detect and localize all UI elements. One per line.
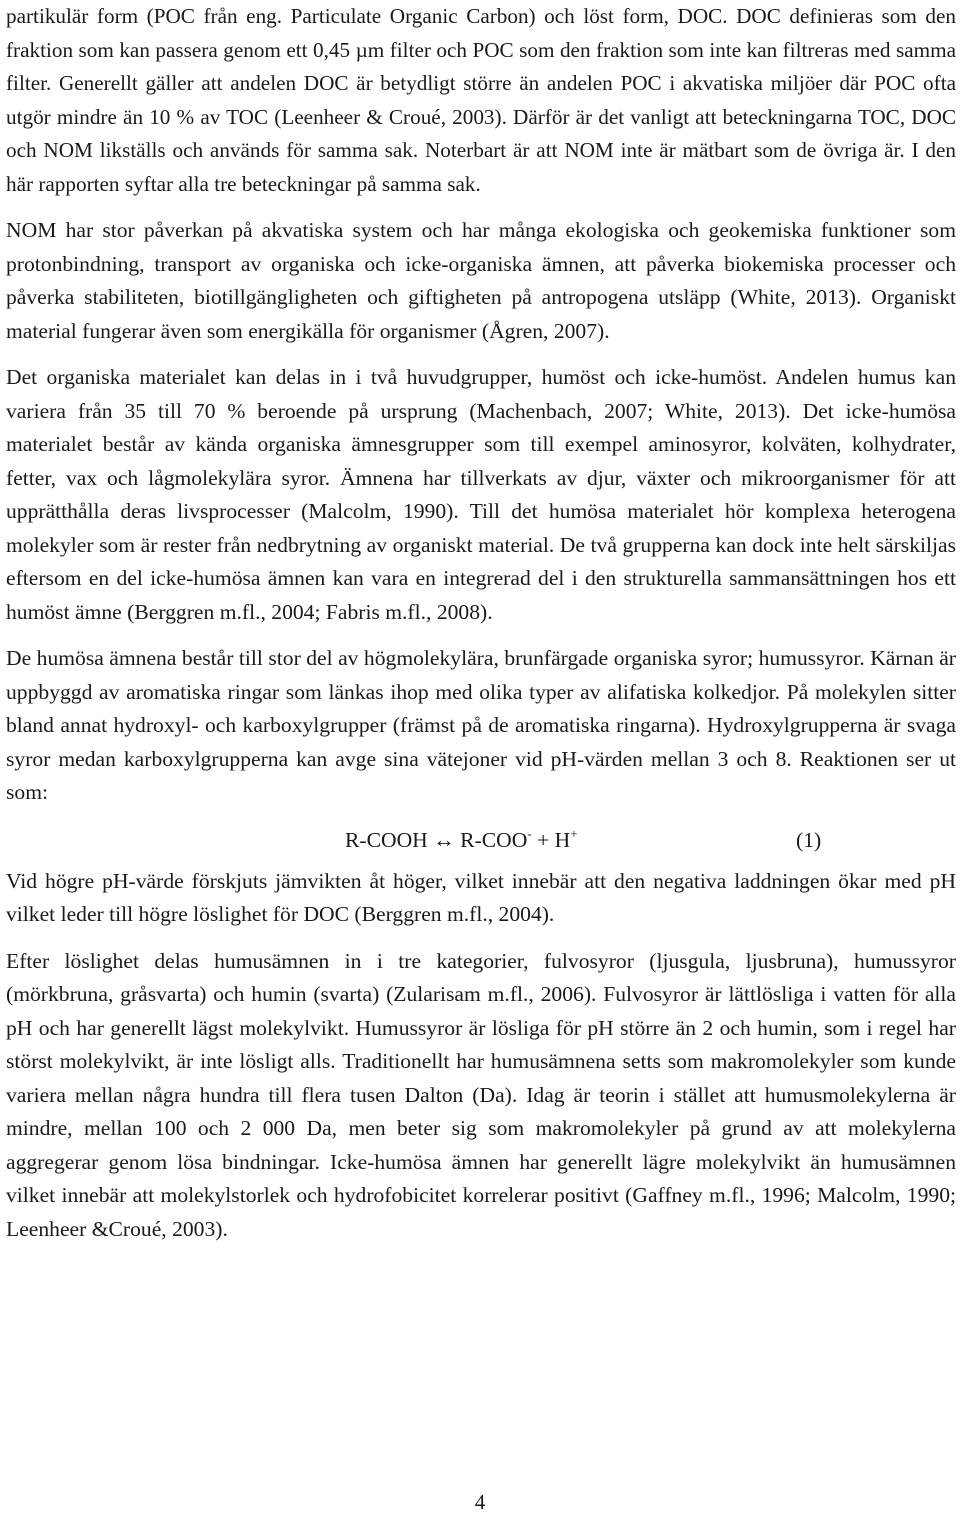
equation-rhs: + H	[531, 827, 571, 852]
equation-lhs: R-COOH ↔ R-COO	[345, 827, 528, 852]
equation-expression	[345, 823, 578, 857]
equation-charge-minus: -	[527, 825, 532, 841]
paragraph-humic-acids: De humösa ämnena består till stor del av högmolekylära, brunfärgade organiska syror; humussyror. Kärnan är uppbyggd av aromatiska ringar som länkas ihop med olika typer av alifatiska kolkedjor. På molekylen sitter bland annat hydroxyl- och karboxylgrupper (främst på de aromatiska ringarna). Hydroxylgrupperna är svaga syror medan karboxylgrupperna kan avge sina vätejoner vid pH-värden mellan 3 och 8. Reaktionen ser ut som:	[6, 646, 956, 804]
equation-charge-plus: +	[570, 825, 578, 841]
paragraph-humic-groups: Det organiska materialet kan delas in i två huvudgrupper, humöst och icke-humöst. Andelen humus kan variera från 35 till 70 % beroende på ursprung (Machenbach, 2007; White, 2013). Det icke-humösa materialet består av kända organiska ämnesgrupper som till exempel aminosyror, kolväten, kolhydrater, fetter, vax och lågmolekylära syror. Ämnena har tillverkats av djur, växter och mikroorganismer för att upprätthålla deras livsprocesser (Malcolm, 1990). Till det humösa materialet hör komplexa heterogena molekyler som är rester från nedbrytning av organiskt material. De två grupperna kan dock inte helt särskiljas eftersom en del icke-humösa ämnen kan vara en integrerad del i den strukturella sammansättningen hos ett humöst ämne (Berggren m.fl., 2004; Fabris m.fl., 2008).	[6, 365, 956, 624]
equation-1	[6, 823, 956, 857]
paragraph-nom-impact: NOM har stor påverkan på akvatiska system och har många ekologiska och geokemiska funktioner som protonbindning, transport av organiska och icke-organiska ämnen, att påverka biokemiska processer och påverka stabiliteten, biotillgängligheten och giftigheten på antropogena utsläpp (White, 2013). Organiskt material fungerar även som energikälla för organismer (Ågren, 2007).	[6, 218, 956, 343]
page-number: 4	[474, 1490, 486, 1514]
paragraph-ph-equilibrium: Vid högre pH-värde förskjuts jämvikten åt höger, vilket innebär att den negativa laddningen ökar med pH vilket leder till högre löslighet för DOC (Berggren m.fl., 2004).	[6, 868, 956, 926]
document-page	[6, 0, 956, 1246]
equation-number: (1)	[796, 827, 822, 852]
paragraph-doc-poc: partikulär form (POC från eng. Particulate Organic Carbon) och löst form, DOC. DOC definieras som den fraktion som kan passera genom ett 0,45 µm filter och POC som den fraktion som inte kan filtreras med samma filter. Generellt gäller att andelen DOC är betydligt större än andelen POC i akvatiska miljöer där POC ofta utgör mindre än 10 % av TOC (Leenheer & Croué, 2003). Därför är det vanligt att beteckningarna TOC, DOC och NOM likställs och används för samma sak. Noterbart är att NOM inte är mätbart som de övriga är. I den här rapporten syftar alla tre beteckningar på samma sak.	[6, 4, 956, 196]
paragraph-solubility-categories: Efter löslighet delas humusämnen in i tre kategorier, fulvosyror (ljusgula, ljusbruna), humussyror (mörkbruna, gråsvarta) och humin (svarta) (Zularisam m.fl., 2006). Fulvosyror är lättlösliga i vatten för alla pH och har generellt lägst molekylvikt. Humussyror är lösliga för pH större än 2 och humin, som i regel har störst molekylvikt, är inte lösligt alls. Traditionellt har humusämnena setts som makromolekyler som kunde variera mellan några hundra till flera tusen Dalton (Da). Idag är teorin i stället att humusmolekylerna är mindre, mellan 100 och 2 000 Da, men beter sig som makromolekyler på grund av att molekylerna aggregerar genom lösa bindningar. Icke-humösa ämnen har generellt lägre molekylvikt än humusämnen vilket innebär att molekylstorlek och hydrofobicitet korrelerar positivt (Gaffney m.fl., 1996; Malcolm, 1990; Leenheer &Croué, 2003).	[6, 948, 956, 1241]
